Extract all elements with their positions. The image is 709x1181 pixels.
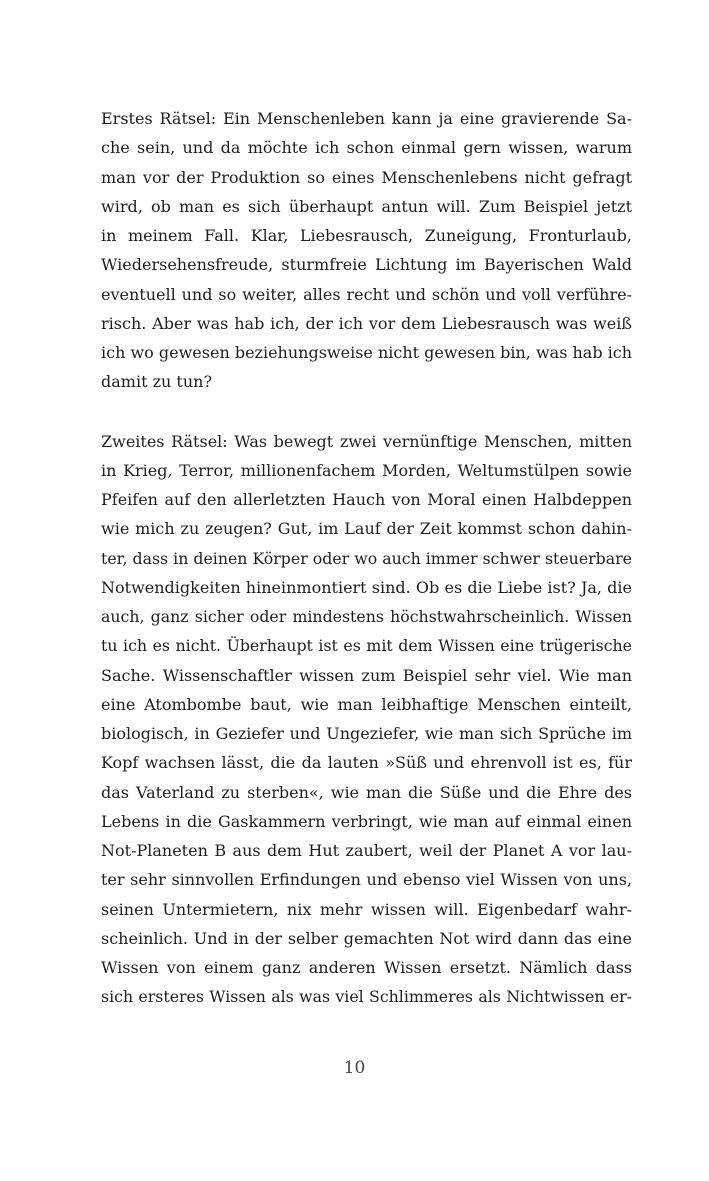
text-line: man vor der Produktion so eines Menschenlebens nicht gefragt <box>101 167 632 187</box>
text-line: in Krieg, Terror, millionenfachem Morden, Weltumstülpen sowie <box>101 460 632 480</box>
text-line: Not-Planeten B aus dem Hut zaubert, weil der Planet A vor lau- <box>101 841 632 860</box>
text-line: Notwendigkeiten hineinmontiert sind. Ob es die Liebe ist? Ja, die <box>101 577 632 597</box>
text-line: das Vaterland zu sterben«, wie man die Süße und die Ehre des <box>101 782 632 802</box>
text-line: ich wo gewesen beziehungsweise nicht gewesen bin, was hab ich <box>101 343 633 362</box>
text-line: scheinlich. Und in der selber gemachten Not wird dann das eine <box>101 928 632 948</box>
text-line: in meinem Fall. Klar, Liebesrausch, Zuneigung, Fronturlaub, <box>101 226 632 245</box>
text-line: biologisch, in Geziefer und Ungeziefer, wie man sich Sprüche im <box>101 724 632 743</box>
text-line: Lebens in die Gaskammern verbringt, wie man auf einmal einen <box>101 811 632 831</box>
text-line: eine Atombombe baut, wie man leibhaftige Menschen einteilt, <box>101 694 632 714</box>
paragraph-zweites-raetsel <box>101 427 632 1012</box>
text-line: seinen Untermietern, nix mehr wissen will. Eigenbedarf wahr- <box>101 899 632 919</box>
text-line: damit zu tun? <box>101 372 213 392</box>
text-line: eventuell und so weiter, alles recht und schön und voll verführe- <box>101 284 632 304</box>
text-line: Wissen von einem ganz anderen Wissen ersetzt. Nämlich dass <box>101 958 632 977</box>
body-text <box>101 104 632 1012</box>
text-line: ter sehr sinnvollen Erfindungen und ebenso viel Wissen von uns, <box>101 870 632 890</box>
text-line: Erstes Rätsel: Ein Menschenleben kann ja eine gravierende Sa- <box>101 109 632 128</box>
text-line: Wiedersehensfreude, sturmfreie Lichtung im Bayerischen Wald <box>101 255 632 275</box>
text-line: Kopf wachsen lässt, die da lauten »Süß und ehrenvoll ist es, für <box>101 753 632 773</box>
text-line: Sache. Wissenschaftler wissen zum Beispiel sehr viel. Wie man <box>101 665 632 685</box>
text-line: sich ersteres Wissen als was viel Schlimmeres als Nichtwissen er- <box>101 987 632 1007</box>
text-line: Zweites Rätsel: Was bewegt zwei vernünftige Menschen, mitten <box>101 431 632 451</box>
text-line: ter, dass in deinen Körper oder wo auch immer schwer steuerbare <box>101 548 632 568</box>
page-number: 10 <box>343 1058 366 1078</box>
text-line: risch. Aber was hab ich, der ich vor dem Liebesrausch was weiß <box>101 313 632 333</box>
paragraph-erstes-raetsel <box>101 104 632 397</box>
text-line: tu ich es nicht. Überhaupt ist es mit dem Wissen eine trügerische <box>101 636 632 656</box>
text-line: Pfeifen auf den allerletzten Hauch von Moral einen Halbdeppen <box>101 490 632 509</box>
text-line: auch, ganz sicher oder mindestens höchstwahrscheinlich. Wissen <box>101 607 632 626</box>
text-line: wird, ob man es sich überhaupt antun will. Zum Beispiel jetzt <box>101 196 632 216</box>
text-line: wie mich zu zeugen? Gut, im Lauf der Zeit kommst schon dahin- <box>101 519 632 539</box>
text-line: che sein, und da möchte ich schon einmal gern wissen, warum <box>101 138 632 158</box>
